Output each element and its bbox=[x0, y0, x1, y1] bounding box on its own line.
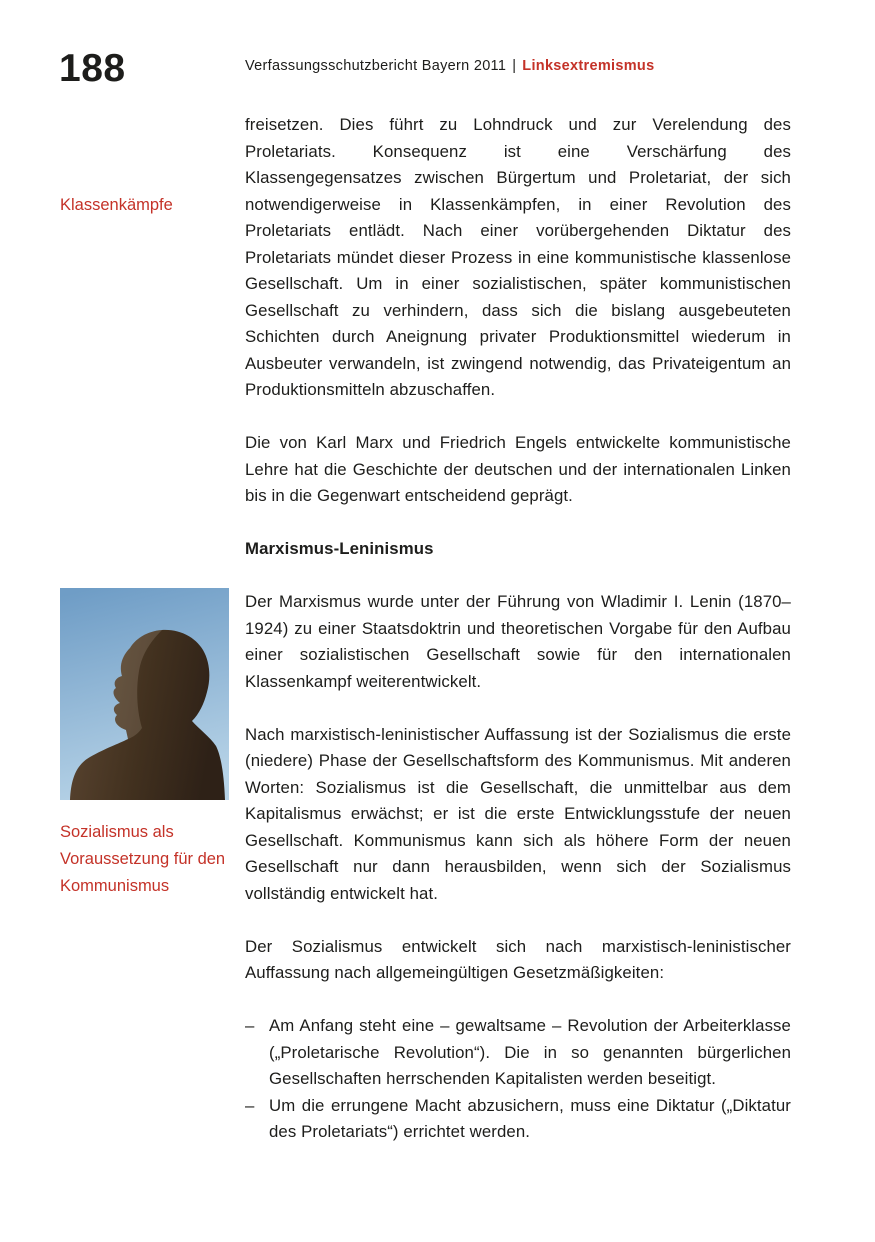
page-number: 188 bbox=[59, 47, 126, 90]
report-title: Verfassungsschutzbericht Bayern 2011 bbox=[245, 58, 507, 74]
paragraph-gesetzmaessigkeiten: Der Sozialismus entwickelt sich nach marxistisch-leninistischer Auffassung nach allgemeingültigen Gesetzmäßigkeiten: bbox=[245, 936, 791, 982]
body-text-column bbox=[245, 112, 791, 1146]
paragraph-marx-engels: Die von Karl Marx und Friedrich Engels entwickelte kommunistische Lehre hat die Geschichte der deutschen und der internationalen Linken bis in die Gegenwart entscheidend geprägt. bbox=[245, 433, 791, 505]
dash-marker: – bbox=[245, 1095, 255, 1115]
dash-marker: – bbox=[245, 1016, 255, 1035]
subheading-marxismus-leninismus: Marxismus-Leninismus bbox=[245, 539, 434, 558]
margin-note-sozialismus: Sozialismus als Voraussetzung für den Kommunismus bbox=[60, 823, 226, 895]
paragraph-sozialismus-phase: Nach marxistisch-leninistischer Auffassung ist der Sozialismus die erste (niedere) Phase der Gesellschaftsform des Kommunismus. Mit anderen Worten: Sozialismus ist die Gesellschaft, die unmittelbar aus dem Kapitalismus erwächst; er ist die erste Entwicklungsstufe der neuen Gesellschaft. Kommunismus kann sich als höhere Form der neuen Gesellschaft nur dann herausbilden, wenn sich der Sozialismus vollständig entwickelt hat. bbox=[245, 724, 791, 903]
section-label: Linksextremismus bbox=[522, 58, 655, 74]
running-header bbox=[245, 58, 654, 74]
list-item-text: Um die errungene Macht abzusichern, muss eine Diktatur („Diktatur des Proletariats“) errichtet werden. bbox=[269, 1095, 791, 1141]
margin-note-klassenkaempfe: Klassenkämpfe bbox=[60, 196, 173, 214]
paragraph-lenin: Der Marxismus wurde unter der Führung von Wladimir I. Lenin (1870–1924) zu einer Staatsdoktrin und theoretischen Vorgabe für den Aufbau einer sozialistischen Gesellschaft sowie für den internationalen Klassenkampf weiterentwickelt. bbox=[245, 592, 791, 691]
list-item bbox=[245, 1093, 791, 1146]
paragraph-klassenkaempfe: freisetzen. Dies führt zu Lohndruck und zur Verelendung des Proletariats. Konsequenz ist eine Verschärfung des Klassengegensatzes zwischen Bürgertum und Proletariat, der sich notwendigerweise in Klassenkämpfen, in einer Revolution des Proletariats entlädt. Nach einer vorübergehenden Diktatur des Proletariats mündet dieser Prozess in eine kommunistische klassenlose Gesellschaft. Um in einer sozialistischen, später kommunistischen Gesellschaft zu verhindern, dass sich die bislang ausgebeuteten Schichten durch Aneignung privater Produktionsmittel wiederum in Ausbeuter verwandeln, ist zwingend notwendig, das Privateigentum an Produktionsmitteln abzuschaffen. bbox=[245, 115, 791, 399]
lenin-bust-photo bbox=[60, 588, 229, 800]
list-item-text: Am Anfang steht eine – gewaltsame – Revolution der Arbeiterklasse („Proletarische Revolution“). Die in so genannten bürgerlichen Gesellschaften herrschenden Kapitalisten werden beseitigt. bbox=[269, 1016, 791, 1088]
bullet-list bbox=[245, 1013, 791, 1146]
list-item bbox=[245, 1013, 791, 1093]
header-separator: | bbox=[512, 58, 517, 74]
